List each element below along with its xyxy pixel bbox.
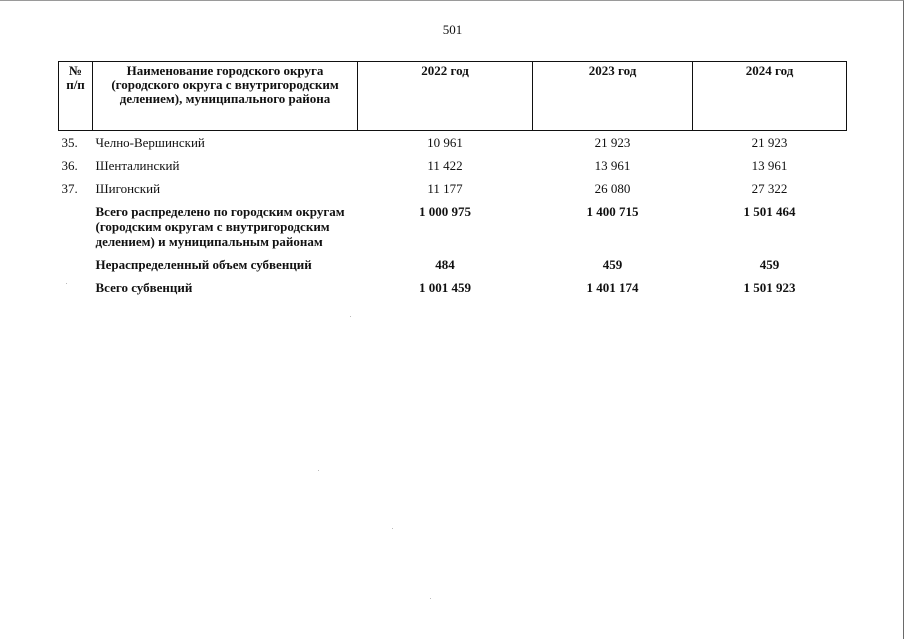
total-name: Всего субвенций [95, 280, 193, 295]
empty-cell [59, 253, 93, 276]
empty-cell [59, 200, 93, 253]
row-2022: 10 961 [427, 135, 463, 150]
total-2023: 459 [602, 257, 623, 272]
row-2023: 21 923 [594, 135, 631, 150]
table-row [59, 177, 847, 200]
total-2022: 484 [435, 257, 455, 272]
scan-speck [66, 283, 67, 284]
row-2023: 13 961 [594, 158, 631, 173]
row-index: 35. [61, 135, 78, 150]
row-name: Челно-Вершинский [95, 135, 205, 150]
subvention-table [58, 61, 847, 299]
header-2024: 2024 год [693, 62, 847, 131]
row-2023: 26 080 [594, 181, 631, 196]
row-2022: 11 422 [427, 158, 463, 173]
header-name: Наименование городского округа (городского округа с внутригородским делением), муниципального района [93, 62, 358, 131]
total-2024: 459 [759, 257, 780, 272]
header-2022: 2022 год [358, 62, 533, 131]
total-name: Нераспределенный объем субвенций [95, 257, 312, 272]
header-2023: 2023 год [533, 62, 693, 131]
total-row-undistributed [59, 253, 847, 276]
total-row-all [59, 276, 847, 299]
table-row [59, 154, 847, 177]
total-2024: 1 501 464 [743, 204, 796, 219]
scan-speck [430, 598, 431, 599]
row-name: Шигонский [95, 181, 161, 196]
scan-speck [392, 528, 393, 529]
scan-speck [318, 470, 319, 471]
total-2023: 1 401 174 [586, 280, 639, 295]
total-2024: 1 501 923 [743, 280, 796, 295]
header-index: № п/п [59, 62, 93, 131]
total-2022: 1 001 459 [419, 280, 471, 295]
empty-cell [59, 276, 93, 299]
row-2024: 27 322 [751, 181, 788, 196]
table-header-row [59, 62, 847, 131]
total-2023: 1 400 715 [586, 204, 639, 219]
scan-speck [350, 316, 351, 317]
row-name: Шенталинский [95, 158, 180, 173]
row-2024: 13 961 [751, 158, 788, 173]
total-2022: 1 000 975 [419, 204, 471, 219]
row-2024: 21 923 [751, 135, 788, 150]
page-number: 501 [442, 22, 463, 37]
row-2022: 11 177 [427, 181, 463, 196]
table-row [59, 131, 847, 155]
total-name: Всего распределено по городским округам (городским округам с внутригородским делением) и муниципальным районам [95, 204, 345, 249]
row-index: 36. [61, 158, 78, 173]
total-row-distributed [59, 200, 847, 253]
row-index: 37. [61, 181, 78, 196]
